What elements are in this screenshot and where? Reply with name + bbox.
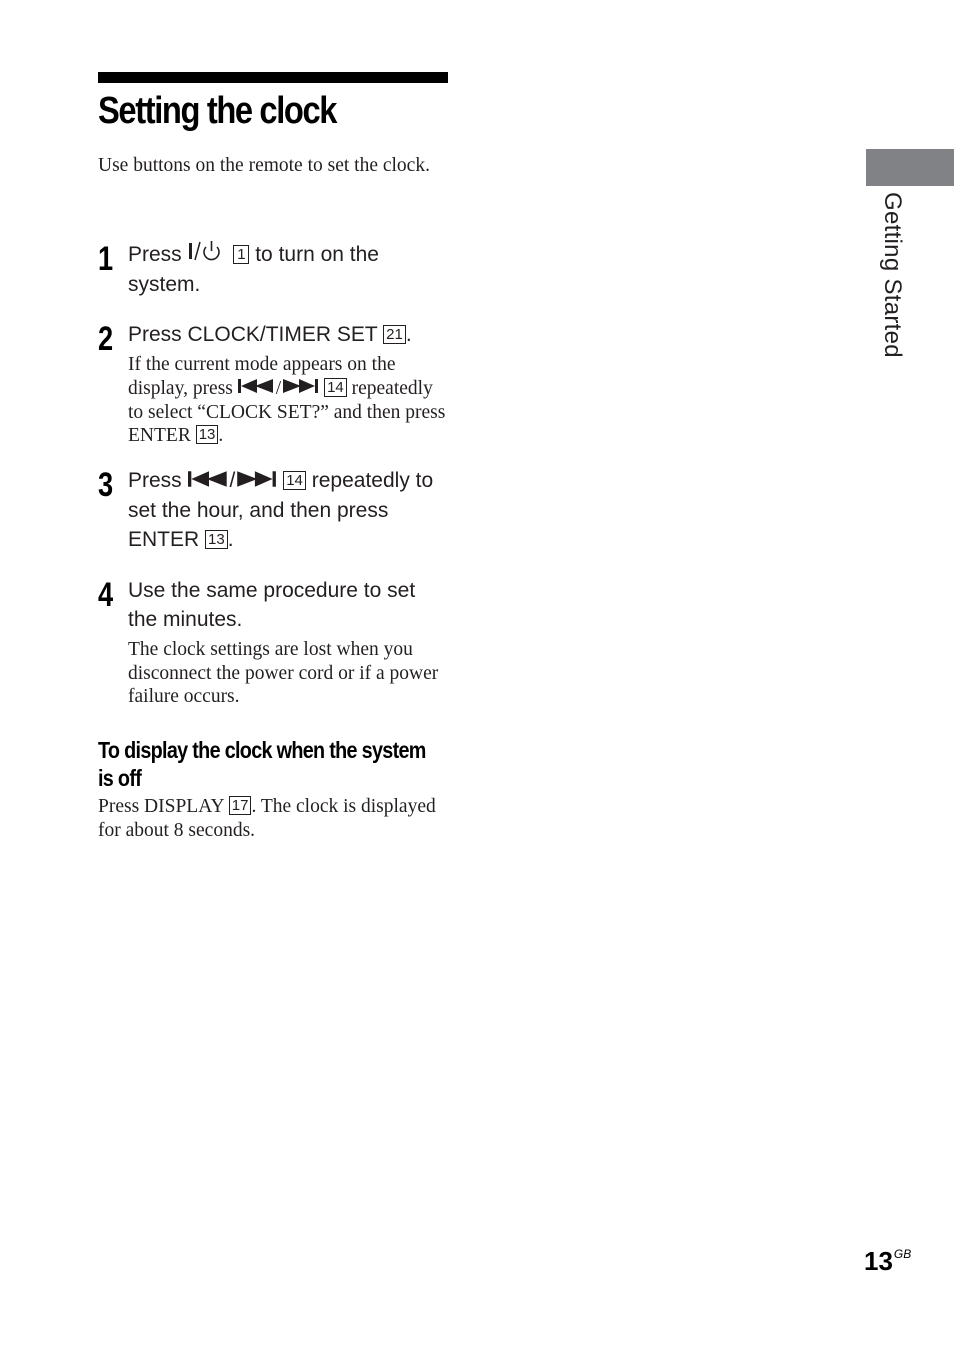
ref-number: 14 <box>324 378 347 397</box>
step-text-press: Press <box>128 469 182 492</box>
step-number: 2 <box>98 320 114 358</box>
step-text <box>128 466 448 554</box>
step-2 <box>98 320 448 448</box>
step-note <box>128 353 448 448</box>
step-text-end: . <box>405 323 412 346</box>
ref-number: 1 <box>233 245 249 264</box>
subsection-text-a: Press DISPLAY <box>98 796 224 817</box>
subsection-text-b: . The clock is displayed for about 8 seconds. <box>98 796 436 841</box>
subsection-text <box>98 795 453 843</box>
step-text-press: Press <box>128 243 182 266</box>
step-text <box>128 320 448 349</box>
step-1 <box>98 240 448 299</box>
step-text-end: . <box>227 527 234 551</box>
page-number-suffix: GB <box>893 1247 912 1261</box>
intro-text: Use buttons on the remote to set the clock. <box>98 155 430 176</box>
step-number: 1 <box>98 240 114 278</box>
ref-number: 13 <box>205 530 228 549</box>
step-text-main: Press CLOCK/TIMER SET <box>128 323 378 346</box>
title-rule <box>98 72 448 83</box>
page-title: Setting the clock <box>98 90 337 132</box>
previous-track-icon <box>188 467 230 496</box>
page-number <box>864 1246 911 1277</box>
subsection-heading: To display the clock when the system is off <box>98 737 426 791</box>
ref-number: 21 <box>383 325 406 344</box>
ref-number: 13 <box>196 425 219 444</box>
previous-track-icon <box>238 377 276 401</box>
step-text: Use the same procedure to set the minutes. <box>128 579 416 631</box>
track-separator: / <box>229 469 236 492</box>
next-track-icon <box>281 377 319 401</box>
ref-number: 17 <box>229 796 252 815</box>
step-text-rest: repeatedly to set the hour, and then press ENTER <box>128 469 434 551</box>
track-separator: / <box>275 377 282 399</box>
step-4 <box>98 576 448 709</box>
step-text <box>128 240 448 299</box>
step-text-rest: to turn on the system. <box>128 243 379 297</box>
note-text-b: repeatedly to select “CLOCK SET?” and then press ENTER <box>128 377 446 447</box>
section-side-label: Getting Started <box>879 192 906 358</box>
step-3 <box>98 466 448 554</box>
section-tab-marker <box>866 149 954 186</box>
step-note: The clock settings are lost when you disconnect the power cord or if a power failure occurs. <box>128 639 439 707</box>
step-number: 3 <box>98 466 114 504</box>
step-number: 4 <box>98 576 114 614</box>
note-text-end: . <box>218 425 224 447</box>
page-number-value: 13 <box>864 1246 893 1276</box>
ref-number: 14 <box>283 471 306 490</box>
note-text-a: If the current mode appears on the display, press <box>128 354 396 399</box>
next-track-icon <box>235 467 277 496</box>
power-standby-icon <box>188 240 228 270</box>
